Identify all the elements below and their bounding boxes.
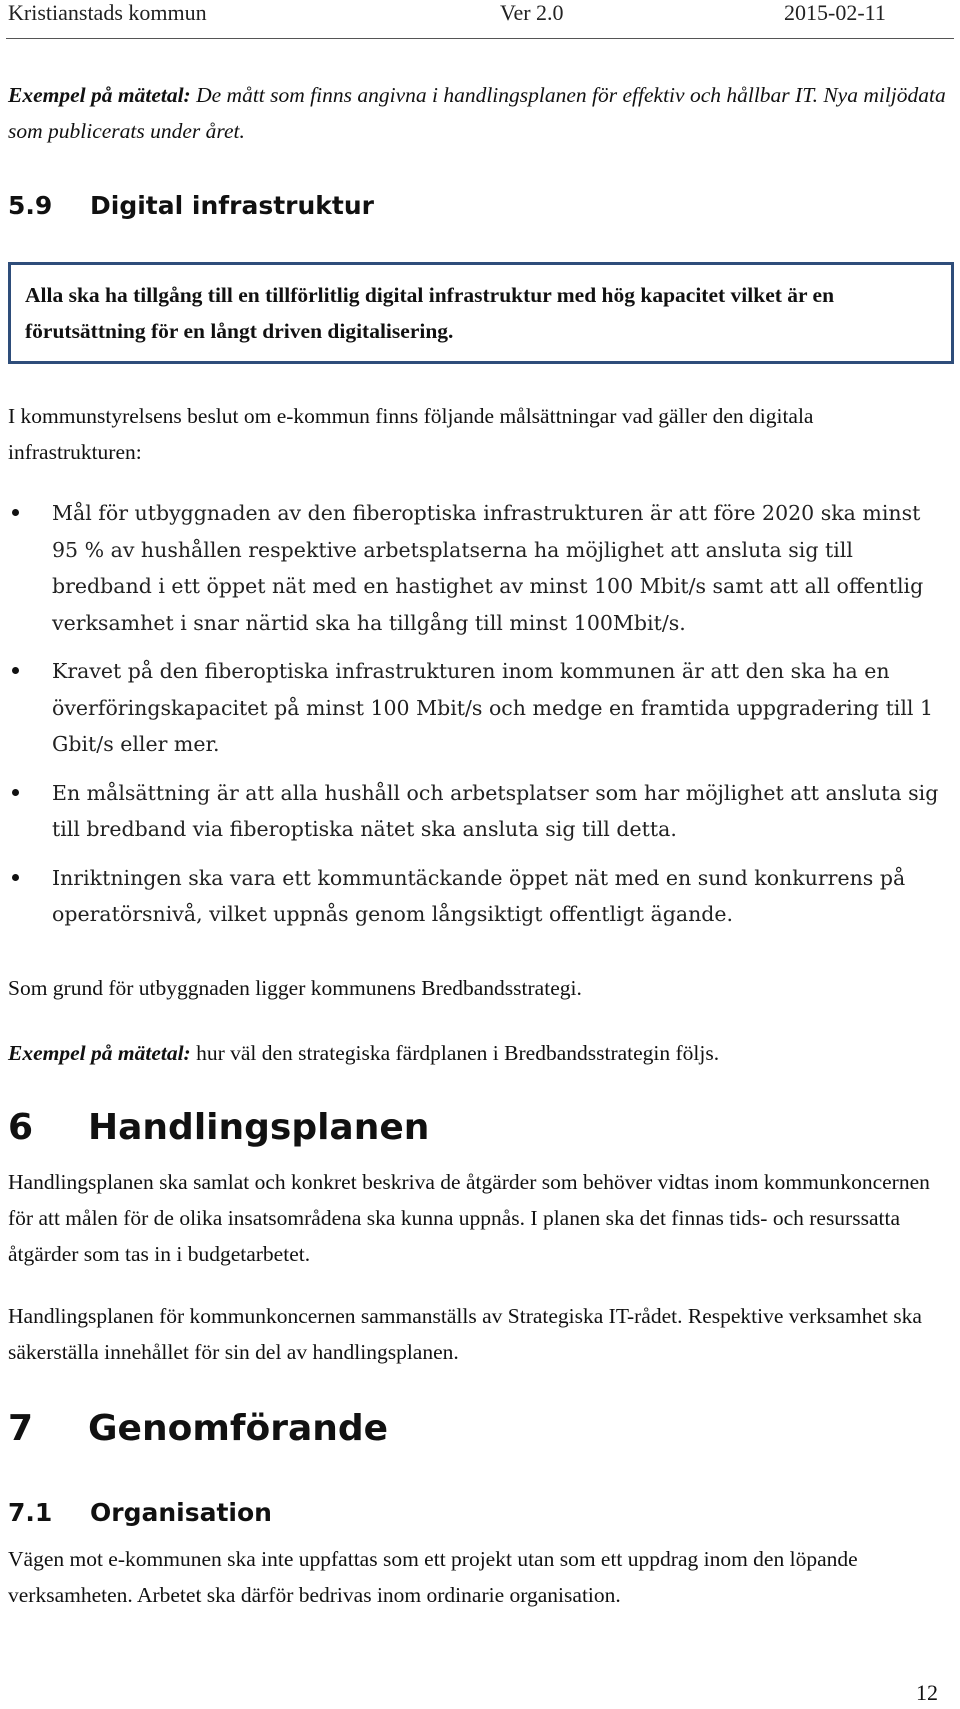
metric-label: Exempel på mätetal: — [8, 1041, 191, 1065]
section-7-1-number: 7.1 — [8, 1498, 53, 1527]
section-5-9-title: Digital infrastruktur — [90, 191, 374, 220]
intro-paragraph — [8, 77, 952, 149]
section-6-heading — [8, 1105, 429, 1151]
bullet-icon — [12, 874, 19, 881]
bullet-icon — [12, 667, 19, 674]
section-5-9-heading — [8, 189, 374, 223]
basis-paragraph: Som grund för utbyggnaden ligger kommunens Bredbandsstrategi. — [8, 976, 582, 1000]
section-7-number: 7 — [8, 1408, 34, 1449]
section-7-1-title: Organisation — [90, 1498, 272, 1527]
header-org: Kristianstads kommun — [8, 0, 207, 25]
section-6-title: Handlingsplanen — [88, 1107, 430, 1148]
list-item: Mål för utbyggnaden av den fiberoptiska infrastrukturen är att före 2020 ska minst 95 % av hushållen respektive arbetsplatserna ha möjlighet att ansluta sig till bredband i ett öppet nät med en hastighet av minst 100 Mbit/s samt att all offentlig verksamhet i snar närtid ska ha tillgång till minst 100Mbit/s. — [8, 495, 952, 641]
bullet-icon — [12, 509, 19, 516]
list-item: En målsättning är att alla hushåll och arbetsplatser som har möjlighet att ansluta sig till bredband via fiberoptiska nätet ska ansluta sig till detta. — [8, 775, 952, 848]
list-item: Kravet på den fiberoptiska infrastrukturen inom kommunen är att den ska ha en överföringskapacitet på minst 100 Mbit/s och medge en framtida uppgradering till 1 Gbit/s eller mer. — [8, 653, 952, 763]
metric-paragraph — [8, 1035, 952, 1071]
header-version: Ver 2.0 — [500, 0, 564, 25]
section-6-paragraph-2: Handlingsplanen för kommunkoncernen sammanställs av Strategiska IT-rådet. Respektive verksamhet ska säkerställa innehållet för sin del av handlingsplanen. — [8, 1304, 922, 1364]
header-rule — [6, 38, 954, 39]
intro-label: Exempel på mätetal: — [8, 83, 191, 107]
intro-text: De mått som finns angivna i handlingsplanen för effektiv och hållbar IT. Nya miljödata som publicerats under året. — [8, 83, 946, 143]
section-5-9-number: 5.9 — [8, 191, 53, 220]
goal-box — [8, 262, 954, 364]
section-6-number: 6 — [8, 1107, 34, 1148]
section-7-heading — [8, 1406, 388, 1452]
section-7-1-heading — [8, 1496, 272, 1530]
section-5-9-lead: I kommunstyrelsens beslut om e-kommun finns följande målsättningar vad gäller den digitala infrastrukturen: — [8, 404, 814, 464]
goal-text: Alla ska ha tillgång till en tillförlitlig digital infrastruktur med hög kapacitet vilket är en förutsättning för en långt driven digitalisering. — [25, 283, 835, 343]
bullet-icon — [12, 789, 19, 796]
section-6-paragraph-1: Handlingsplanen ska samlat och konkret beskriva de åtgärder som behöver vidtas inom kommunkoncernen för att målen för de olika insatsområdena ska kunna uppnås. I planen ska det finnas tids- och resurssatta åtgärder som tas in i budgetarbetet. — [8, 1170, 930, 1266]
section-7-1-paragraph: Vägen mot e-kommunen ska inte uppfattas som ett projekt utan som ett uppdrag inom den löpande verksamheten. Arbetet ska därför bedrivas inom ordinarie organisation. — [8, 1547, 858, 1607]
header-date: 2015-02-11 — [784, 0, 886, 25]
page-number: 12 — [916, 1680, 938, 1705]
metric-text: hur väl den strategiska färdplanen i Bredbandsstrategin följs. — [190, 1041, 720, 1065]
goal-bullet-list — [8, 495, 952, 933]
list-item: Inriktningen ska vara ett kommuntäckande öppet nät med en sund konkurrens på operatörsnivå, vilket uppnås genom långsiktigt offentligt ägande. — [8, 860, 952, 933]
section-7-title: Genomförande — [88, 1408, 389, 1449]
